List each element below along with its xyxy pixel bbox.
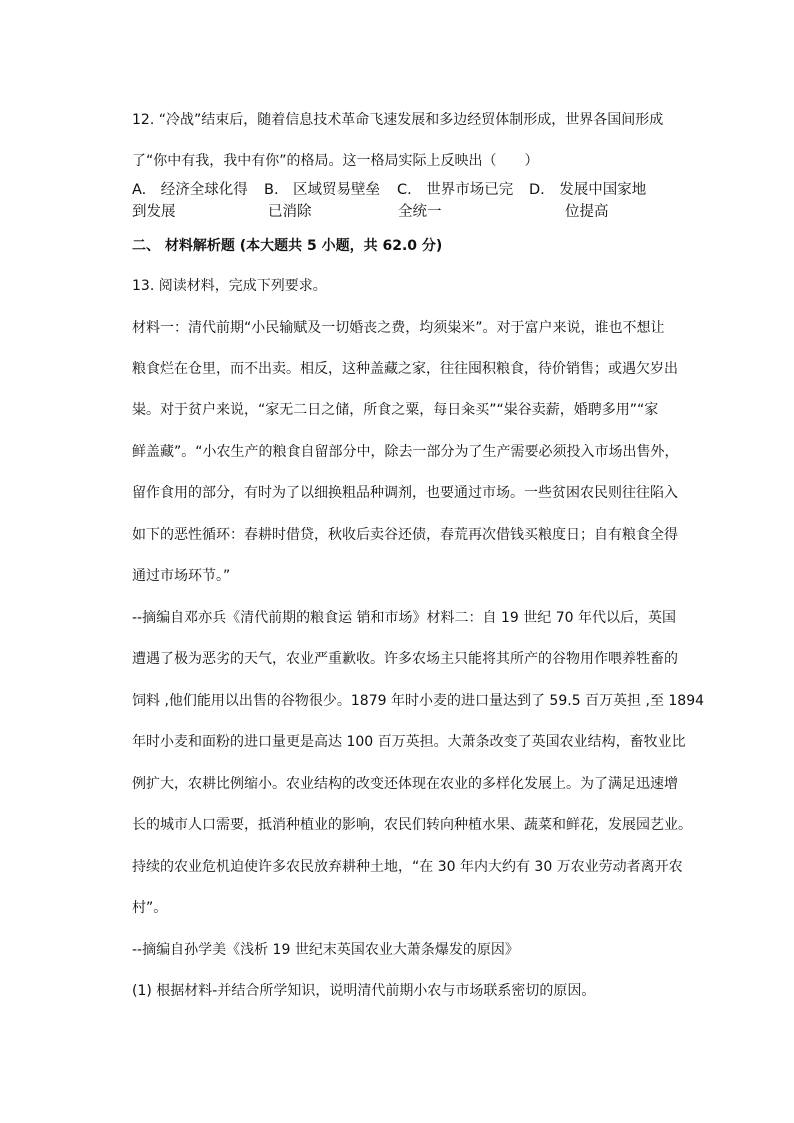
material-line: 持续的农业危机迫使许多农民放弃耕种土地，“在 30 年内大约有 30 万农业劳动者离开农 — [132, 859, 683, 875]
option-d-line-1: D. 发展中国家地 — [529, 182, 647, 198]
option-c-line-1: C. 世界市场已完 — [397, 182, 514, 198]
material-line: 粜。对于贫户来说，“家无二日之储，所食之粟，每日籴买”“粜谷卖薪，婚聘多用”“家 — [132, 402, 659, 418]
option-a-line-1: A. 经济全球化得 — [132, 182, 248, 198]
material-line: 例扩大，农耕比例缩小。农业结构的改变还体现在农业的多样化发展上。为了满足迅速增 — [132, 776, 678, 792]
option-a-line-2: 到发展 — [132, 204, 176, 220]
option-b-line-2: 已消除 — [268, 204, 312, 220]
question-12-stem-line-1: 12. “冷战”结束后，随着信息技术革命飞速发展和多边经贸体制形成，世界各国间形成 — [132, 112, 664, 128]
material-line: 饲料 ,他们能用以出售的谷物很少。1879 年时小麦的进口量达到了 59.5 百万英担 ,至 1894 — [132, 693, 705, 709]
question-13-line: 13. 阅读材料，完成下列要求。 — [132, 278, 327, 294]
material-line: 通过市场环节。” — [132, 568, 231, 584]
material-line: 村”。 — [132, 900, 168, 916]
option-b-line-1: B. 区域贸易壁垒 — [264, 182, 381, 198]
material-line: 鲜盖藏”。“小农生产的粮食自留部分中，除去一部分为了生产需要必须投入市场出售外， — [132, 444, 679, 460]
source-citation: --摘编自孙学美《浅析 19 世纪末英国农业大萧条爆发的原因》 — [132, 942, 519, 958]
material-line: --摘编自邓亦兵《清代前期的粮食运 销和市场》材料二：自 19 世纪 70 年代以后，英国 — [132, 610, 676, 626]
question-12-stem-line-2: 了“你中有我，我中有你”的格局。这一格局实际上反映出（ ） — [132, 153, 539, 169]
material-line: 留作食用的部分，有时为了以细换粗品种调剂，也要通过市场。一些贫困农民则往往陷入 — [132, 485, 678, 501]
material-line: 粮食烂在仓里，而不出卖。相反，这种盖藏之家，往往囤积粮食，待价销售；或遇欠岁出 — [132, 361, 678, 377]
material-line: 遭遇了极为恶劣的天气，农业严重歉收。许多农场主只能将其所产的谷物用作喂养牲畜的 — [132, 651, 678, 667]
option-d-line-2: 位提高 — [565, 204, 609, 220]
material-line: 长的城市人口需要，抵消种植业的影响，农民们转向种植水果、蔬菜和鲜花，发展园艺业。 — [132, 817, 692, 833]
material-line: 年时小麦和面粉的进口量更是高达 100 百万英担。大萧条改变了英国农业结构，畜牧业比 — [132, 734, 686, 750]
option-c-line-2: 全统一 — [398, 204, 442, 220]
material-line: 材料一：清代前期“小民输赋及一切婚丧之费，均须粜米”。对于富户来说，谁也不想让 — [132, 320, 665, 336]
section-heading: 二、 材料解析题 (本大题共 5 小题，共 62.0 分) — [132, 238, 443, 254]
material-line: 如下的恶性循环：春耕时借贷，秋收后卖谷还债，春荒再次借钱买粮度日；自有粮食全得 — [132, 527, 678, 543]
sub-question-1: (1) 根据材料-并结合所学知识，说明清代前期小农与市场联系密切的原因。 — [132, 983, 596, 999]
